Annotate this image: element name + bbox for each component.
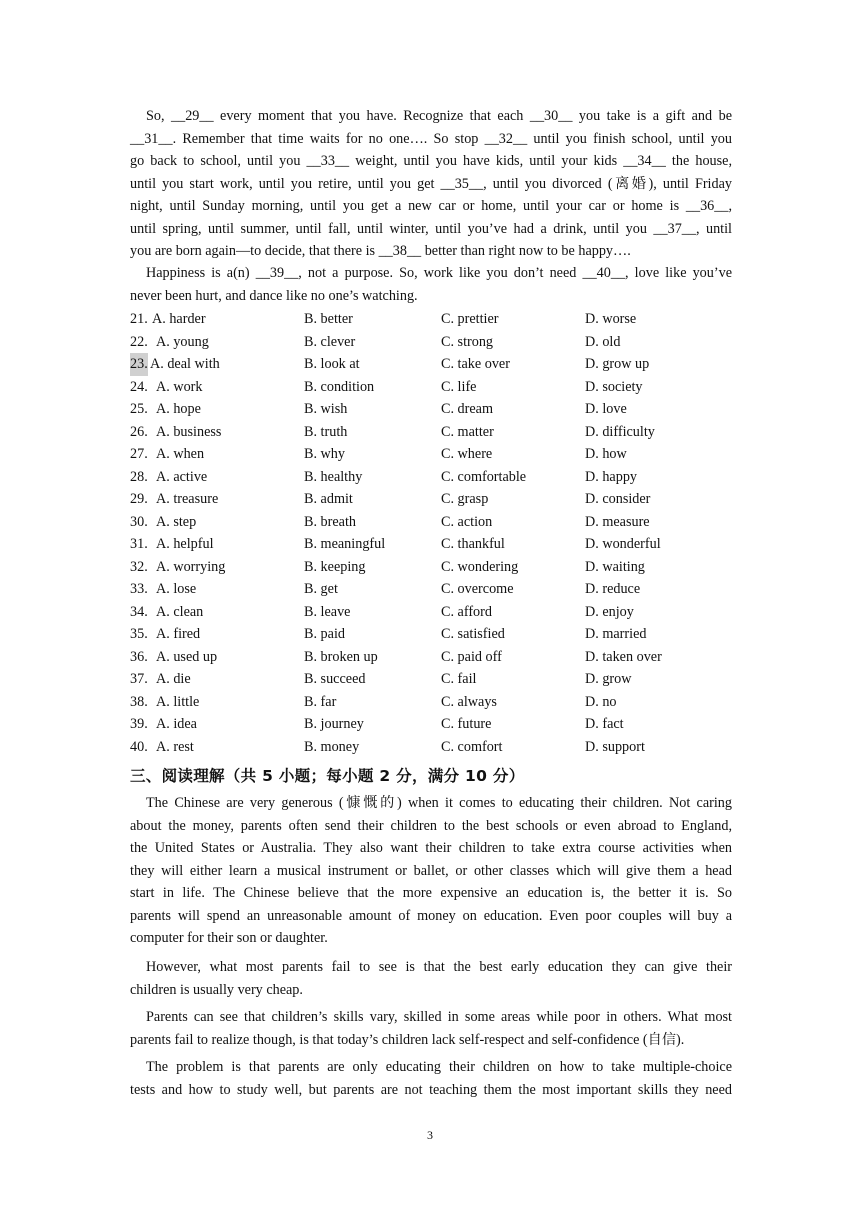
option-b: B. wish <box>304 401 348 417</box>
text-line: until you start work, until you retire, until you get __35__, until you divorced (离婚), until Friday <box>130 175 732 192</box>
question-number: 38. <box>130 693 148 710</box>
option-d: D. old <box>585 333 621 350</box>
option-a: A. idea <box>156 716 197 732</box>
option-b: B. far <box>304 693 337 710</box>
option-a: A. worrying <box>156 558 226 575</box>
option-row <box>130 488 732 511</box>
reading-paragraph-1 <box>130 792 732 950</box>
option-a: A. deal with <box>150 356 220 372</box>
option-row <box>130 578 732 601</box>
cloze-paragraph-1 <box>130 105 732 263</box>
option-d: D. reduce <box>585 581 641 597</box>
option-row <box>130 736 732 759</box>
option-row <box>130 308 732 331</box>
question-number: 23. <box>130 353 148 376</box>
option-c: C. satisfied <box>441 626 505 642</box>
text-line: Parents can see that children’s skills vary, skilled in some areas while poor in others. What most <box>146 1009 732 1025</box>
option-row <box>130 466 732 489</box>
text-line: __31__. Remember that time waits for no one…. So stop __32__ until you finish school, until you <box>130 130 732 147</box>
question-number: 21. <box>130 311 148 327</box>
text-line: about the money, parents often send their children to the best schools or even abroad to England, <box>130 817 732 834</box>
text-line: go back to school, until you __33__ weight, until you have kids, until your kids __34__ the house, <box>130 153 732 169</box>
question-number: 36. <box>130 648 148 665</box>
option-c: C. wondering <box>441 558 519 575</box>
option-c: C. future <box>441 716 492 732</box>
option-d: D. taken over <box>585 648 662 665</box>
text-line: the United States or Australia. They also want their children to take extra course activities when <box>130 840 732 856</box>
option-b: B. admit <box>304 491 353 507</box>
text-line: Happiness is a(n) __39__, not a purpose. So, work like you don’t need __40__, love like you’ve <box>146 265 732 281</box>
option-a: A. rest <box>156 738 194 755</box>
reading-paragraph-4 <box>130 1056 732 1101</box>
option-d: D. waiting <box>585 558 645 575</box>
text-line: they will either learn a musical instrument or ballet, or other classes which will give them a head <box>130 862 732 879</box>
text-line: So, __29__ every moment that you have. Recognize that each __30__ you take is a gift and be <box>146 108 732 124</box>
option-a: A. young <box>156 333 209 350</box>
option-c: C. paid off <box>441 648 502 665</box>
option-d: D. enjoy <box>585 603 634 620</box>
option-row <box>130 646 732 669</box>
option-a: A. harder <box>152 311 206 327</box>
option-row <box>130 443 732 466</box>
text-line: parents will spend an unreasonable amount of money on education. Even poor couples will buy a <box>130 907 732 924</box>
option-c: C. life <box>441 378 477 395</box>
option-d: D. how <box>585 446 627 462</box>
option-b: B. better <box>304 311 353 327</box>
option-a: A. little <box>156 693 200 710</box>
option-c: C. fail <box>441 671 477 687</box>
option-b: B. look at <box>304 356 360 372</box>
option-a: A. business <box>156 423 222 440</box>
option-d: D. measure <box>585 513 650 530</box>
text-line: tests and how to study well, but parents are not teaching them the most important skills they need <box>130 1081 732 1098</box>
option-b: B. condition <box>304 378 375 395</box>
reading-paragraph-3 <box>130 1006 732 1051</box>
option-c: C. thankful <box>441 536 505 552</box>
option-row <box>130 421 732 444</box>
option-d: D. support <box>585 738 645 755</box>
option-b: B. money <box>304 738 360 755</box>
option-a: A. lose <box>156 581 197 597</box>
option-row <box>130 691 732 714</box>
option-row <box>130 556 732 579</box>
question-number: 27. <box>130 446 148 462</box>
text-line: never been hurt, and dance like no one’s watching. <box>130 287 418 304</box>
text-line: you are born again—to decide, that there is __38__ better than right now to be happy…. <box>130 243 631 259</box>
question-number: 40. <box>130 738 148 755</box>
option-row <box>130 398 732 421</box>
option-c: C. afford <box>441 603 492 620</box>
question-number: 31. <box>130 536 148 552</box>
option-c: C. take over <box>441 356 510 372</box>
option-d: D. grow up <box>585 356 650 372</box>
question-number: 32. <box>130 558 148 575</box>
option-a: A. work <box>156 378 203 395</box>
option-b: B. truth <box>304 423 348 440</box>
question-number: 35. <box>130 626 148 642</box>
option-b: B. clever <box>304 333 356 350</box>
option-d: D. married <box>585 626 647 642</box>
text-line: However, what most parents fail to see is that the best early education they can give their <box>146 959 732 975</box>
text-line: computer for their son or daughter. <box>130 930 328 946</box>
option-c: C. comfort <box>441 738 503 755</box>
text-line: The problem is that parents are only educating their children on how to take multiple-choice <box>146 1059 732 1075</box>
text-line: parents fail to realize though, is that today’s children lack self-respect and self-confidence (自信). <box>130 1031 685 1048</box>
option-a: A. die <box>156 671 191 687</box>
option-b: B. leave <box>304 603 351 620</box>
option-d: D. fact <box>585 716 624 732</box>
option-a: A. when <box>156 446 205 462</box>
option-d: D. no <box>585 693 617 710</box>
option-c: C. matter <box>441 423 494 440</box>
option-b: B. keeping <box>304 558 366 575</box>
option-a: A. used up <box>156 648 218 665</box>
answer-options-list <box>130 308 732 758</box>
option-a: A. hope <box>156 401 201 417</box>
option-b: B. paid <box>304 626 345 642</box>
option-d: D. happy <box>585 468 638 485</box>
option-b: B. healthy <box>304 468 363 485</box>
option-b: B. get <box>304 581 338 597</box>
option-c: C. always <box>441 693 497 710</box>
option-b: B. why <box>304 446 345 462</box>
option-c: C. strong <box>441 333 494 350</box>
question-number: 33. <box>130 581 148 597</box>
option-a: A. active <box>156 468 208 485</box>
option-row <box>130 601 732 624</box>
option-c: C. overcome <box>441 581 514 597</box>
question-number: 28. <box>130 468 148 485</box>
reading-paragraph-2 <box>130 956 732 1001</box>
option-c: C. comfortable <box>441 468 527 485</box>
option-row <box>130 376 732 399</box>
option-d: D. consider <box>585 491 651 507</box>
option-d: D. worse <box>585 311 637 327</box>
option-a: A. clean <box>156 603 204 620</box>
option-d: D. wonderful <box>585 536 661 552</box>
option-c: C. prettier <box>441 311 499 327</box>
option-d: D. society <box>585 378 643 395</box>
option-c: C. dream <box>441 401 494 417</box>
question-number: 22. <box>130 333 148 350</box>
text-line: night, until Sunday morning, until you get a new car or home, until your car or home is __36__, <box>130 198 732 214</box>
question-number: 37. <box>130 671 148 687</box>
option-d: D. love <box>585 401 627 417</box>
option-row <box>130 331 732 354</box>
text-line: The Chinese are very generous (慷慨的) when it comes to educating their children. Not caring <box>146 795 732 811</box>
option-row <box>130 668 732 691</box>
section-heading: 三、阅读理解（共 5 小题；每小题 2 分，满分 10 分） <box>130 767 525 785</box>
option-d: D. grow <box>585 671 632 687</box>
page-number: 3 <box>427 1128 433 1142</box>
option-row <box>130 533 732 556</box>
option-d: D. difficulty <box>585 423 655 440</box>
option-row <box>130 623 732 646</box>
option-a: A. step <box>156 513 197 530</box>
text-line: start in life. The Chinese believe that the more expensive an education is, the better it is. So <box>130 885 732 901</box>
option-b: B. broken up <box>304 648 378 665</box>
question-number: 26. <box>130 423 148 440</box>
option-c: C. action <box>441 513 493 530</box>
option-b: B. breath <box>304 513 357 530</box>
option-b: B. meaningful <box>304 536 386 552</box>
question-number: 30. <box>130 513 148 530</box>
option-b: B. journey <box>304 716 364 732</box>
option-row <box>130 713 732 736</box>
question-number: 39. <box>130 716 148 732</box>
text-line: children is usually very cheap. <box>130 981 303 998</box>
option-a: A. treasure <box>156 491 219 507</box>
text-line: until spring, until summer, until fall, until winter, until you’ve had a drink, until you __37__, until <box>130 220 732 237</box>
question-number: 24. <box>130 378 148 395</box>
cloze-paragraph-2 <box>130 262 732 307</box>
question-number: 25. <box>130 401 148 417</box>
question-number: 34. <box>130 603 148 620</box>
option-b: B. succeed <box>304 671 366 687</box>
option-c: C. grasp <box>441 491 489 507</box>
option-a: A. fired <box>156 626 201 642</box>
option-row <box>130 511 732 534</box>
option-c: C. where <box>441 446 493 462</box>
question-number: 29. <box>130 491 148 507</box>
option-row <box>130 353 732 376</box>
option-a: A. helpful <box>156 536 214 552</box>
